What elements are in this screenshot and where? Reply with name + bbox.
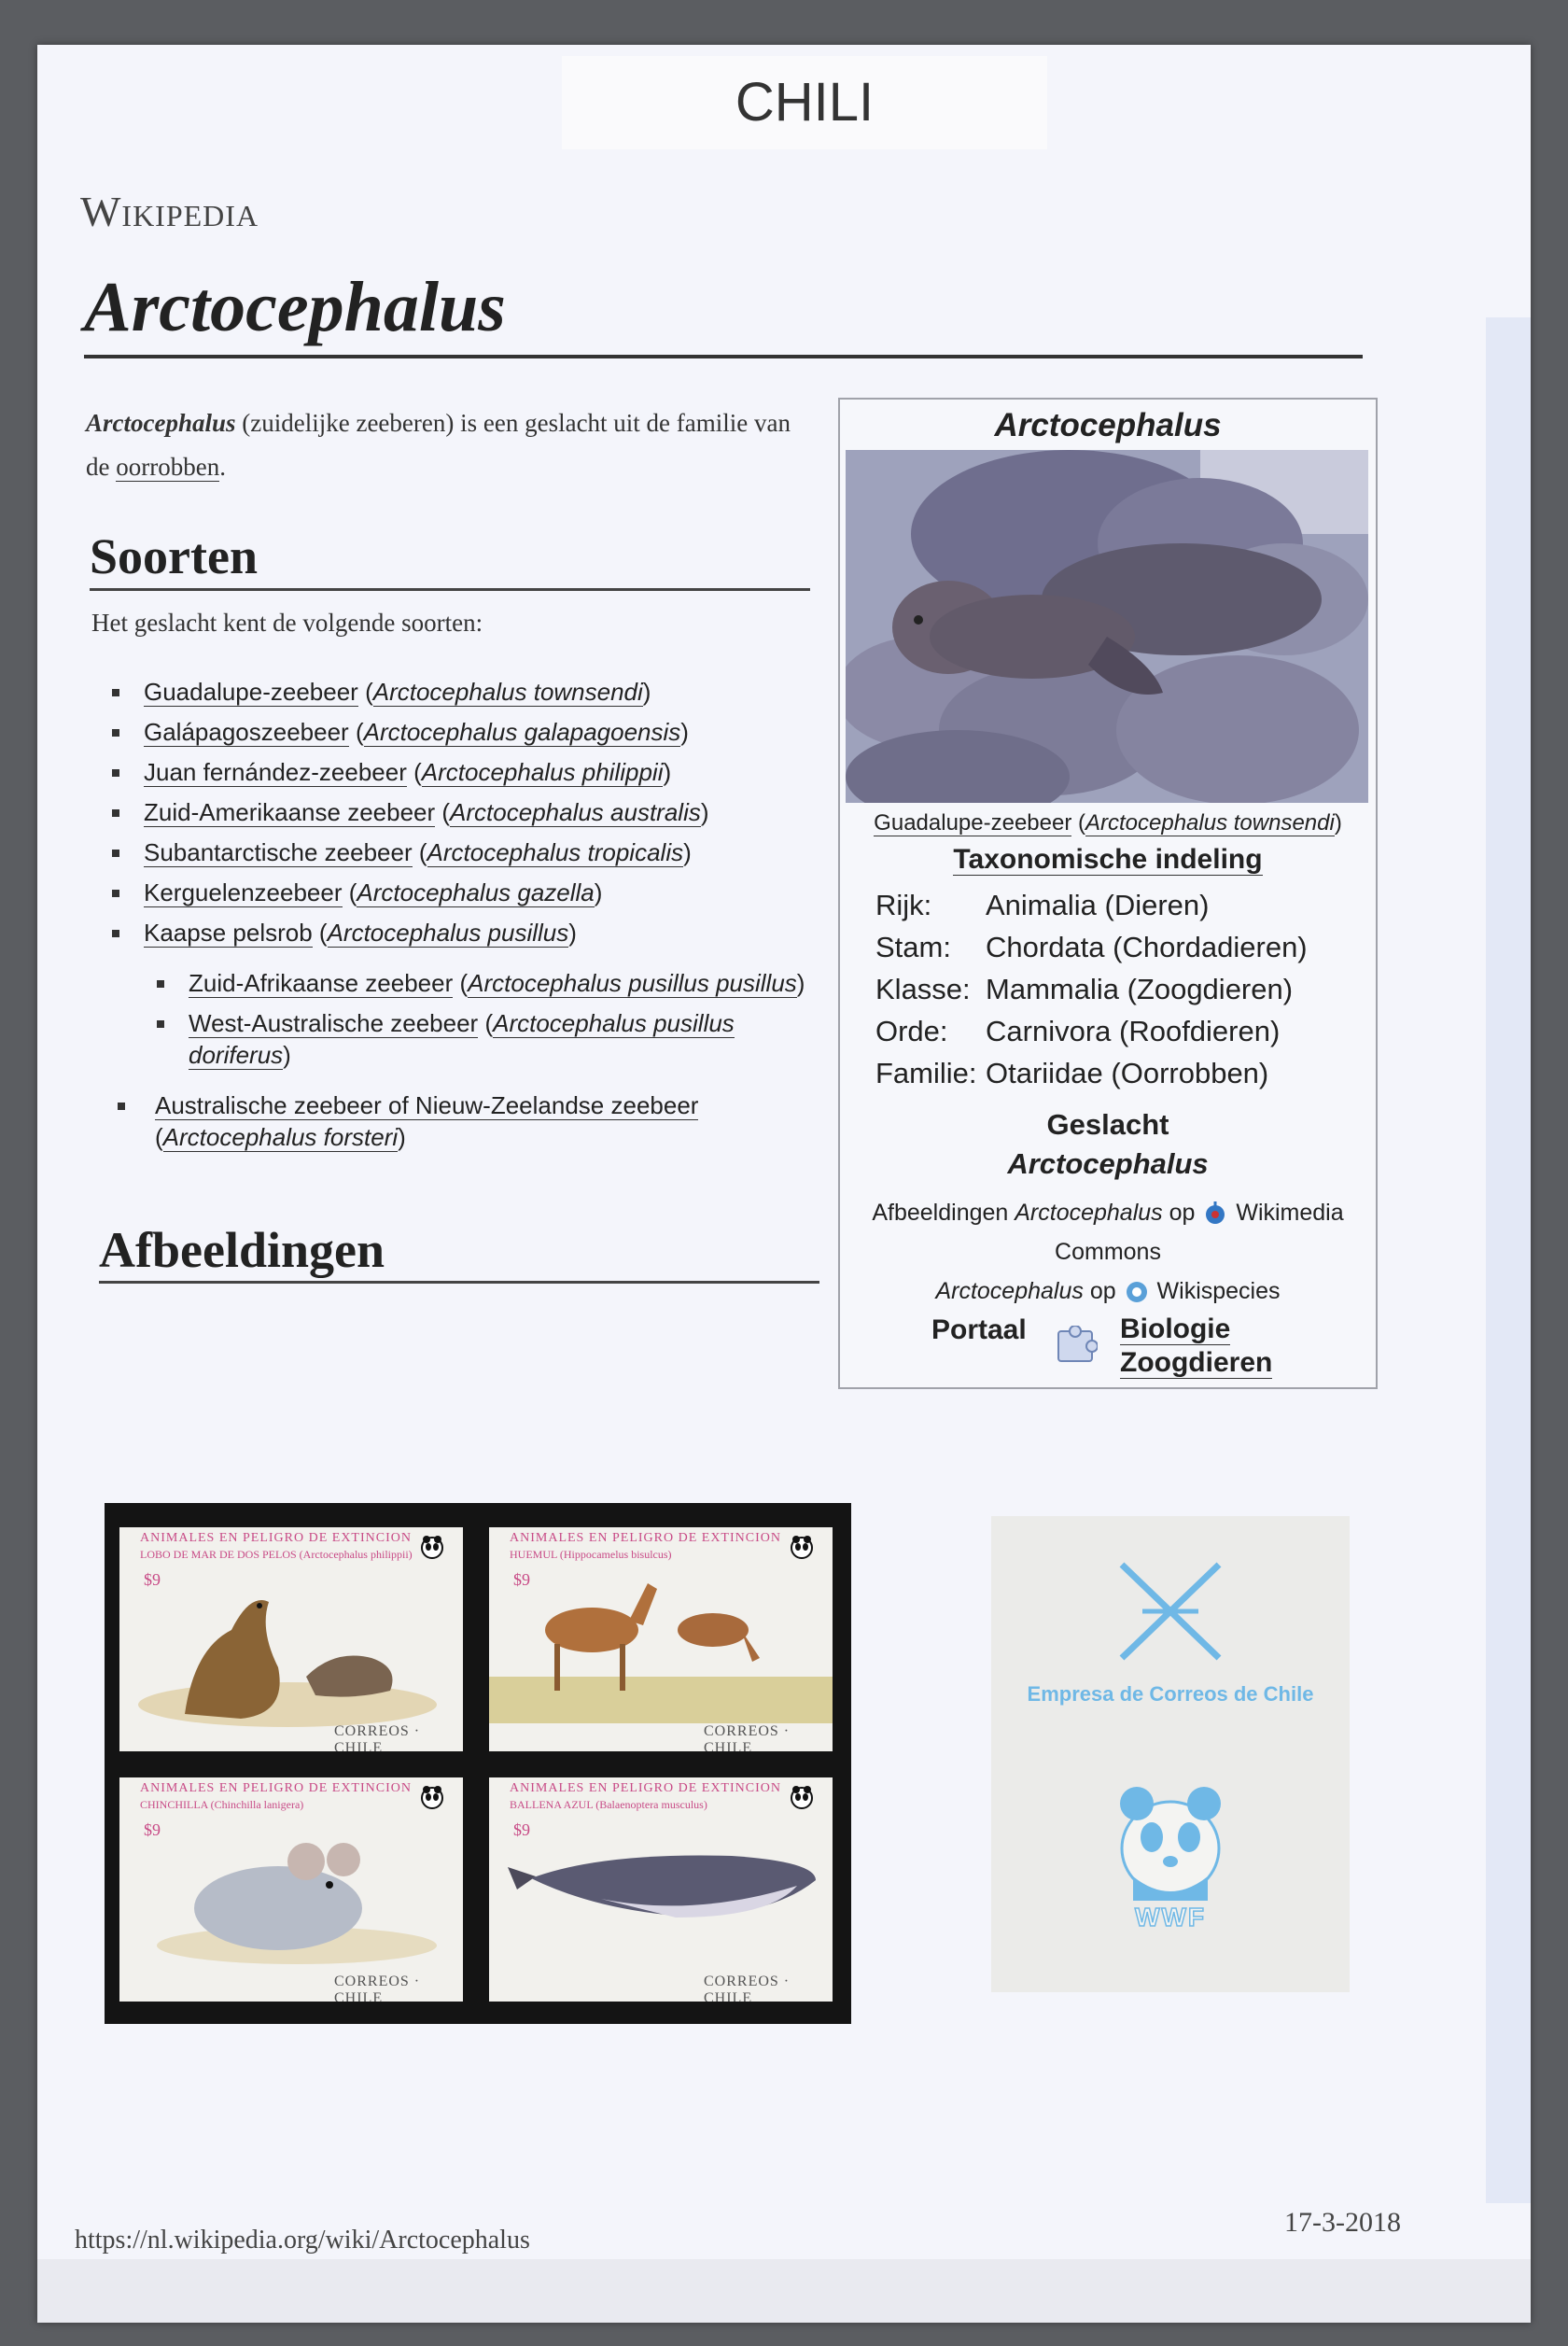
infobox-title: Arctocephalus xyxy=(994,407,1222,443)
stamp-sheet-tab xyxy=(991,1516,1350,1992)
list-item: Zuid-Amerikaanse zeebeer (Arctocephalus australis) xyxy=(110,796,819,828)
taxonomy-row: Rijk: Animalia (Dieren) xyxy=(875,889,1210,921)
intro-text: (zuidelijke zeeberen) is een geslacht uit de familie van de xyxy=(86,409,791,481)
stamp-block xyxy=(105,1503,851,2024)
portal-links xyxy=(1120,1313,1272,1380)
infobox-caption: Guadalupe-zeebeer (Arctocephalus townsendi) xyxy=(874,810,1342,836)
taxonomy-row: Familie: Otariidae (Oorrobben) xyxy=(875,1057,1269,1089)
stamp-huemul: ANIMALES EN PELIGRO DE EXTINCION HUEMUL (Hippocamelus bisulcus) $9 CORREOS · CHILE xyxy=(489,1527,833,1751)
footer-date: 17-3-2018 xyxy=(1284,2207,1401,2238)
title-divider xyxy=(84,355,1363,358)
commons-link[interactable]: Afbeeldingen Arctocephalus op Wikimedia Commons xyxy=(872,1200,1344,1265)
list-item: Galápagoszeebeer (Arctocephalus galapagoensis) xyxy=(110,716,819,748)
article-title: Arctocephalus xyxy=(84,268,506,346)
species-lead: Het geslacht kent de volgende soorten: xyxy=(91,609,483,637)
section-heading-soorten: Soorten xyxy=(90,528,258,584)
list-item: Kerguelenzeebeer (Arctocephalus gazella) xyxy=(110,877,819,908)
taxonomy-row: Stam: Chordata (Chordadieren) xyxy=(875,931,1308,963)
list-item: Juan fernández-zeebeer (Arctocephalus philippii) xyxy=(110,756,819,788)
taxonomy-row: Klasse: Mammalia (Zoogdieren) xyxy=(875,973,1294,1005)
section-heading-afbeeldingen: Afbeeldingen xyxy=(99,1222,385,1278)
portal-label: Portaal xyxy=(931,1314,1027,1345)
genus-name: Arctocephalus xyxy=(1007,1147,1209,1180)
portal-link-zoogdieren[interactable]: Zoogdieren xyxy=(1120,1347,1273,1378)
wikispecies-link[interactable]: Arctocephalus op Wikispecies xyxy=(840,1271,1376,1311)
stamp-fur-seal: ANIMALES EN PELIGRO DE EXTINCION LOBO DE MAR DE DOS PELOS (Arctocephalus philippii) $9 CORREOS · CHILE xyxy=(119,1527,463,1751)
portal-link-biologie[interactable]: Biologie xyxy=(1120,1313,1231,1344)
species-list xyxy=(110,676,819,1161)
wikimedia-commons-icon xyxy=(1201,1200,1229,1228)
genus-block xyxy=(840,1105,1376,1184)
intro-paragraph: Arctocephalus (zuidelijke zeeberen) is een geslacht uit de familie van de oorrobben. xyxy=(86,409,791,481)
intro-link-oorrobben[interactable]: oorrobben xyxy=(116,453,220,481)
wikipedia-logo: Wikipedia xyxy=(80,188,259,235)
huemul-illustration xyxy=(489,1527,833,1751)
taxonomy-heading: Taxonomische indeling xyxy=(953,844,1263,875)
portal-puzzle-icon xyxy=(1053,1326,1098,1367)
correos-chile-logo xyxy=(1114,1555,1226,1677)
list-item: Kaapse pelsrob (Arctocephalus pusillus) xyxy=(110,917,819,948)
infobox-photo xyxy=(846,450,1368,803)
stamp-chinchilla: ANIMALES EN PELIGRO DE EXTINCION CHINCHILLA (Chinchilla lanigera) $9 CORREOS · CHILE xyxy=(119,1777,463,2002)
taxonomy-table xyxy=(875,889,1361,1099)
wwf-label: WWF xyxy=(1135,1903,1206,1932)
genus-label: Geslacht xyxy=(1046,1108,1169,1141)
footer-url: https://nl.wikipedia.org/wiki/Arctocephalus xyxy=(75,2226,530,2255)
infobox xyxy=(838,398,1378,1389)
blue-whale-illustration xyxy=(489,1777,833,2002)
page-edge xyxy=(1486,317,1531,2203)
section-divider xyxy=(90,588,810,591)
correos-label: Empresa de Correos de Chile xyxy=(1027,1682,1314,1706)
section-divider xyxy=(99,1281,819,1284)
stamp-blue-whale: ANIMALES EN PELIGRO DE EXTINCION BALLENA AZUL (Balaenoptera musculus) $9 CORREOS · CHILE xyxy=(489,1777,833,2002)
list-item: Guadalupe-zeebeer (Arctocephalus townsendi) xyxy=(110,676,819,708)
wikispecies-icon xyxy=(1123,1278,1151,1306)
chinchilla-illustration xyxy=(119,1777,463,2002)
page-bottom-edge xyxy=(37,2259,1531,2323)
list-item: Australische zeebeer of Nieuw-Zeelandse zeebeer (Arctocephalus forsteri) xyxy=(116,1089,819,1153)
sister-links xyxy=(840,1193,1376,1311)
wwf-panda-logo xyxy=(1105,1783,1236,1904)
list-subitem: Zuid-Afrikaanse zeebeer (Arctocephalus pusillus pusillus) xyxy=(155,967,819,999)
country-label: CHILI xyxy=(562,56,1047,149)
list-subitem: West-Australische zeebeer (Arctocephalus pusillus doriferus) xyxy=(155,1007,819,1071)
taxonomy-row: Orde: Carnivora (Roofdieren) xyxy=(875,1015,1281,1047)
intro-genus: Arctocephalus xyxy=(86,409,236,437)
fur-seal-illustration xyxy=(119,1527,463,1751)
list-item: Subantarctische zeebeer (Arctocephalus tropicalis) xyxy=(110,836,819,868)
